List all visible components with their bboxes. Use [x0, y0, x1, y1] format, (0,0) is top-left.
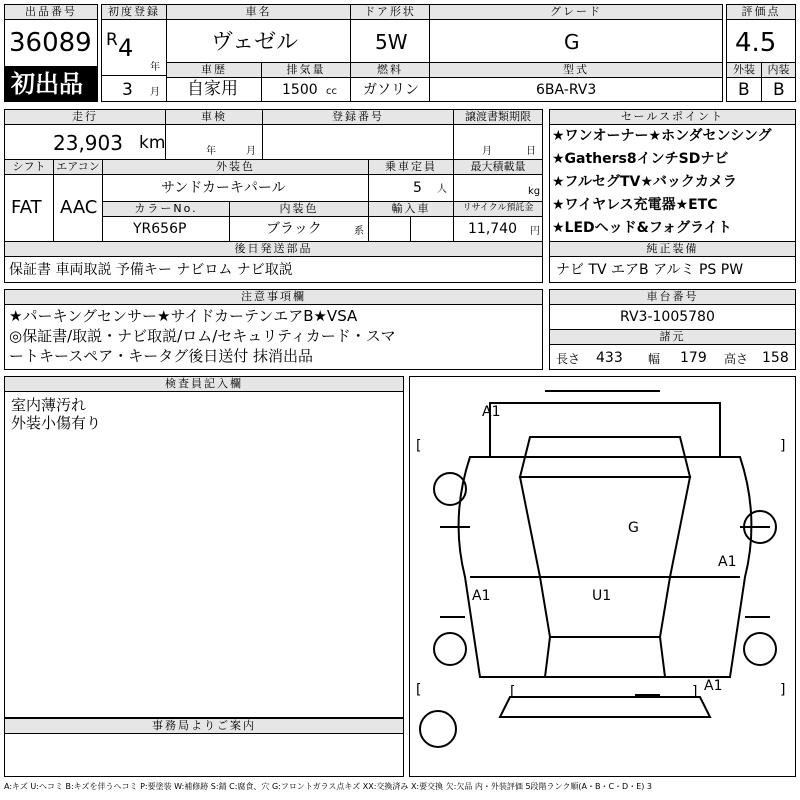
recycle-cell [453, 216, 543, 242]
transfer-day-unit: 日 [526, 146, 536, 157]
door-type: 5W [375, 30, 408, 54]
interior-score-header: 内装 [761, 62, 796, 78]
score-value: 4.5 [735, 28, 777, 58]
registration-month-cell [101, 75, 167, 102]
office-header: 事務局よりご案内 [4, 718, 404, 734]
mark-a1-left: A1 [472, 588, 491, 604]
equipment-header: 純正装備 [549, 241, 796, 257]
mileage-header: 走行 [4, 109, 166, 125]
interior-score-cell [761, 77, 796, 102]
color-no-cell [102, 216, 230, 242]
dimensions-cell [549, 344, 796, 370]
car-outline [410, 377, 795, 776]
fuel-value: ガソリン [363, 82, 419, 98]
aircon-cell [53, 174, 103, 242]
car-name-cell [166, 19, 351, 63]
equipment-value: ナビ TV エアB アルミ PS PW [556, 262, 744, 278]
interior-color-cell [229, 216, 369, 242]
exterior-score-header: 外装 [726, 62, 762, 78]
import-cell-left [368, 216, 411, 242]
office-cell [4, 733, 404, 777]
chassis-number: RV3-1005780 [620, 309, 715, 325]
registration-month: 3 [122, 80, 133, 100]
exterior-score-cell [726, 77, 762, 102]
color-no-value: YR656P [133, 221, 187, 237]
car-name: ヴェゼル [211, 30, 299, 55]
displacement-value: 1500 [282, 82, 318, 98]
mark-a1-right: A1 [718, 554, 737, 570]
grade-value: G [564, 30, 580, 54]
mileage-unit: km [139, 133, 166, 153]
load-unit: kg [528, 186, 541, 197]
import-cell-right [410, 216, 454, 242]
mileage-value: 23,903 [53, 131, 123, 155]
later-parts-header: 後日発送部品 [4, 241, 543, 257]
inspector-header: 検査員記入欄 [4, 376, 404, 392]
later-parts-cell [4, 256, 543, 283]
hood-top [490, 403, 720, 457]
registration-header: 初度登録 [101, 4, 167, 20]
mileage-cell [4, 124, 166, 160]
aircon-value: AAC [60, 197, 98, 218]
rear-glass [545, 637, 665, 677]
inspection-year-unit: 年 [206, 146, 216, 157]
bracket-right-bottom: ] [780, 682, 786, 698]
capacity-header: 乗車定員 [368, 159, 454, 175]
history-value: 自家用 [187, 79, 238, 99]
height-value: 158 [762, 350, 789, 366]
load-cell [453, 174, 543, 202]
equipment-cell [549, 256, 796, 283]
sales-point-5: ★LEDヘッド&フォグライト [552, 220, 732, 236]
lot-number: 36089 [9, 28, 92, 58]
interior-color-suffix: 系 [354, 226, 364, 237]
registration-era: R [106, 30, 118, 50]
shift-value: FAT [11, 197, 42, 218]
aircon-header: エアコン [53, 159, 103, 175]
sales-point-2: ★Gathers8インチSDナビ [552, 151, 729, 167]
inspection-cell [165, 124, 263, 160]
recycle-unit: 円 [530, 226, 540, 237]
displacement-unit: cc [326, 86, 337, 97]
shift-header: シフト [4, 159, 54, 175]
fuel-cell [350, 77, 430, 102]
exterior-color-value: サンドカーキパール [161, 180, 286, 196]
color-no-header: カラーNo. [102, 201, 230, 217]
notes-line-2: ◎保証書/取説・ナビ取説/ロム/セキュリティカード・スマ [9, 327, 396, 345]
spare-wheel [420, 711, 456, 747]
first-listing-label: 初出品 [11, 70, 83, 98]
rear-left-wheel [434, 633, 466, 665]
bracket-mid-left: [ [510, 684, 516, 700]
height-label: 高さ [724, 352, 749, 366]
width-value: 179 [680, 350, 707, 366]
damage-diagram [409, 376, 796, 777]
mark-a1-front: A1 [482, 404, 501, 420]
capacity-cell [368, 174, 454, 202]
bracket-left-top: [ [416, 438, 422, 454]
registration-year: 4 [118, 34, 134, 62]
sales-points-cell [549, 124, 796, 242]
legend-text: A:キズ U:ヘコミ B:キズを伴うヘコミ P:要塗装 W:補修跡 S:錆 C:腐食、穴 G:フロントガラス点キズ XX:交換済み X:要交換 欠:欠品 内・外装評価 5段階ランク順(A・B・C・D・E) 3 [4, 782, 653, 791]
sales-point-3: ★フルセグTV★バックカメラ [552, 174, 737, 190]
mark-g-windshield: G [628, 520, 639, 536]
history-cell [166, 77, 262, 102]
model-value: 6BA-RV3 [536, 82, 597, 98]
inspection-month-unit: 月 [246, 146, 256, 157]
registration-month-unit: 月 [150, 87, 160, 98]
exterior-score: B [738, 80, 750, 100]
lot-number-cell [4, 19, 98, 67]
notes-line-1: ★パーキングセンサー★サイドカーテンエアB★VSA [9, 307, 358, 325]
mark-u1-roof: U1 [592, 588, 612, 604]
transfer-cell [453, 124, 543, 160]
notes-cell [4, 304, 543, 370]
fuel-header: 燃料 [350, 62, 430, 78]
sales-point-1: ★ワンオーナー★ホンダセンシング [552, 128, 772, 144]
bracket-right-top: ] [780, 438, 786, 454]
rear-bumper [500, 697, 710, 717]
score-cell [726, 19, 796, 63]
recycle-value: 11,740 [468, 221, 517, 237]
roof [540, 577, 670, 637]
import-header: 輸入車 [368, 201, 454, 217]
body-outline [459, 457, 752, 677]
inspector-line-1: 室内薄汚れ [11, 396, 87, 414]
chassis-cell [549, 304, 796, 330]
chassis-header: 車台番号 [549, 289, 796, 305]
rear-right-wheel [744, 633, 776, 665]
first-listing-badge [4, 66, 98, 102]
displacement-header: 排気量 [261, 62, 351, 78]
sales-points-header: セールスポイント [549, 109, 796, 125]
notes-line-3: ートキースペア・キータグ後日送付 抹消出品 [9, 347, 314, 365]
model-header: 型式 [429, 62, 723, 78]
later-parts-value: 保証書 車両取説 予備キー ナビロム ナビ取説 [9, 262, 293, 278]
plate-cell [262, 124, 454, 160]
score-header: 評価点 [726, 4, 796, 20]
interior-score: B [773, 80, 785, 100]
bracket-mid-right: ] [692, 684, 698, 700]
door-cell [350, 19, 430, 63]
mark-a1-rear: A1 [704, 678, 723, 694]
dimensions-header: 諸元 [549, 329, 796, 345]
lot-number-header: 出品番号 [4, 4, 98, 20]
registration-year-unit: 年 [150, 62, 160, 73]
car-name-header: 車名 [166, 4, 351, 20]
load-header: 最大積載量 [453, 159, 543, 175]
windshield [520, 477, 690, 577]
inspector-cell [4, 391, 404, 718]
capacity-unit: 人 [437, 184, 447, 195]
model-cell [429, 77, 723, 102]
registration-cell [101, 19, 167, 76]
door-header: ドア形状 [350, 4, 430, 20]
inspector-line-2: 外装小傷有り [11, 414, 102, 432]
sales-point-4: ★ワイヤレス充電器★ETC [552, 197, 718, 213]
capacity-value: 5 [413, 180, 422, 196]
grade-header: グレード [429, 4, 723, 20]
length-label: 長さ [556, 352, 581, 366]
history-header: 車歴 [166, 62, 262, 78]
interior-color-value: ブラック [266, 221, 322, 237]
bracket-left-bottom: [ [416, 682, 422, 698]
shift-cell [4, 174, 54, 242]
notes-header: 注意事項欄 [4, 289, 543, 305]
exterior-color-header: 外装色 [102, 159, 369, 175]
interior-color-header: 内装色 [229, 201, 369, 217]
width-label: 幅 [648, 352, 661, 366]
inspection-header: 車検 [165, 109, 263, 125]
exterior-color-cell [102, 174, 369, 202]
transfer-month-unit: 月 [482, 146, 492, 157]
plate-header: 登録番号 [262, 109, 454, 125]
length-value: 433 [596, 350, 623, 366]
recycle-header: リサイクル預託金 [453, 201, 543, 217]
transfer-header: 譲渡書類期限 [453, 109, 543, 125]
grade-cell [429, 19, 723, 63]
displacement-cell [261, 77, 351, 102]
